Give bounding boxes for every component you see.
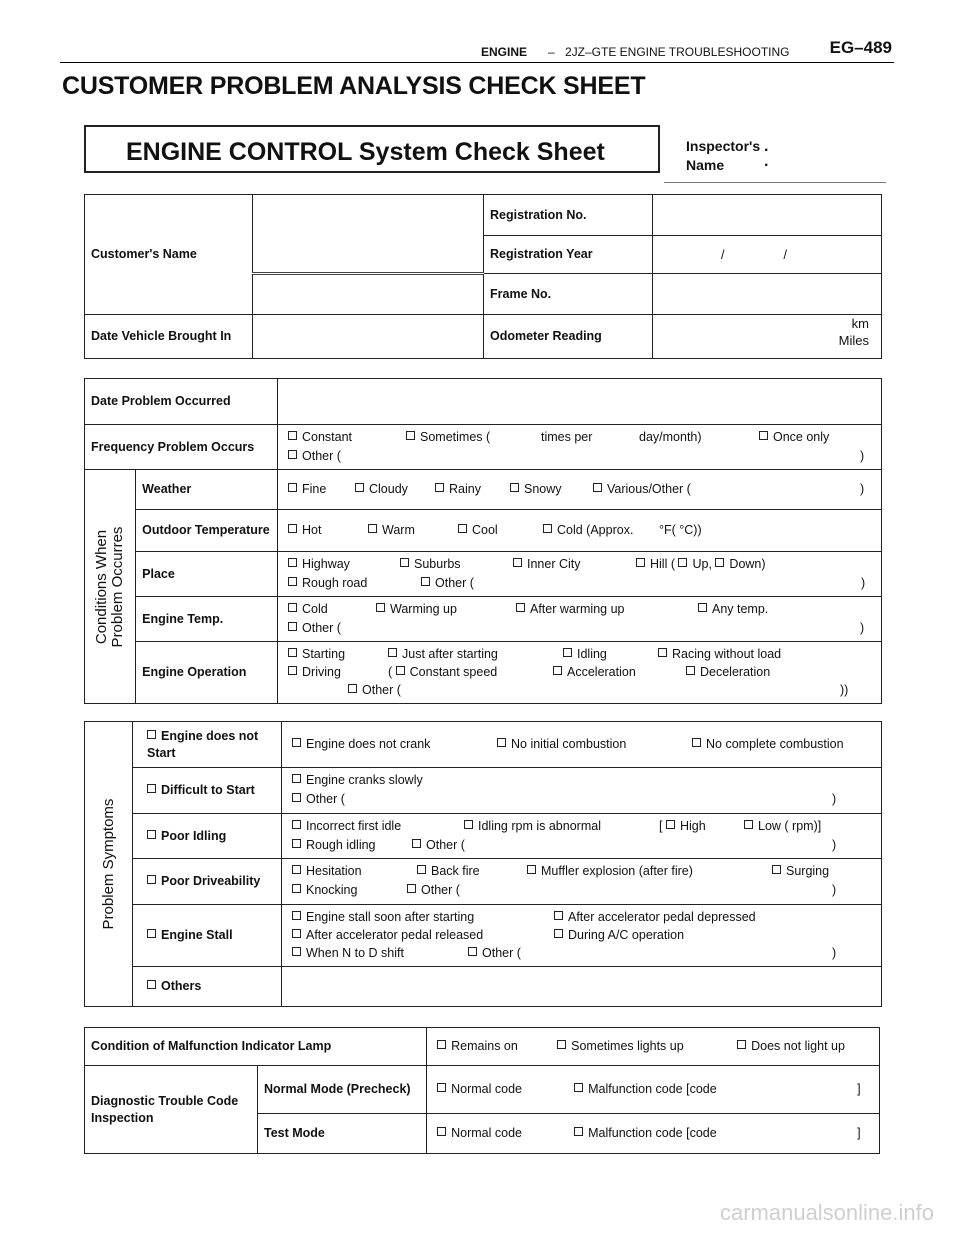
checkbox[interactable] — [759, 431, 768, 440]
checkbox[interactable] — [396, 666, 405, 675]
registration-year-label: Registration Year — [484, 236, 653, 274]
checkbox[interactable] — [292, 793, 301, 802]
checkbox[interactable] — [421, 577, 430, 586]
checkbox[interactable] — [288, 431, 297, 440]
checkbox[interactable] — [292, 839, 301, 848]
weather-options: Fine Cloudy Rainy Snowy Various/Other ( ) — [278, 470, 882, 510]
checkbox[interactable] — [516, 603, 525, 612]
checkbox[interactable] — [593, 483, 602, 492]
checkbox[interactable] — [772, 865, 781, 874]
page-header — [60, 38, 894, 63]
checkbox[interactable] — [458, 524, 467, 533]
checkbox[interactable] — [292, 865, 301, 874]
header-separator: – — [548, 45, 555, 59]
diagnostics-table — [84, 1027, 880, 1154]
frame-no-field[interactable] — [653, 274, 882, 315]
header-subsection: 2JZ–GTE ENGINE TROUBLESHOOTING — [565, 45, 790, 59]
checkbox[interactable] — [406, 431, 415, 440]
no-start-options: Engine does not crank No initial combustion No complete combustion — [282, 722, 882, 768]
checkbox[interactable] — [513, 558, 522, 567]
registration-no-field[interactable] — [653, 195, 882, 236]
checkbox[interactable] — [658, 648, 667, 657]
checkbox[interactable] — [417, 865, 426, 874]
checkbox[interactable] — [355, 483, 364, 492]
checkbox[interactable] — [376, 603, 385, 612]
checkbox[interactable] — [292, 929, 301, 938]
checkbox[interactable] — [288, 524, 297, 533]
checkbox[interactable] — [554, 911, 563, 920]
test-mode-options: Normal code Malfunction code [code ] — [427, 1114, 880, 1154]
checkbox[interactable] — [147, 929, 156, 938]
checkbox[interactable] — [666, 820, 675, 829]
symptoms-table — [84, 721, 882, 1007]
engine-temp-options: Cold Warming up After warming up Any temp. Other ( ) — [278, 597, 882, 642]
checkbox[interactable] — [368, 524, 377, 533]
mil-options: Remains on Sometimes lights up Does not light up — [427, 1028, 880, 1066]
checkbox[interactable] — [510, 483, 519, 492]
frame-no-label: Frame No. — [484, 274, 653, 315]
checkbox[interactable] — [147, 830, 156, 839]
others-field[interactable] — [282, 967, 882, 1007]
checkbox[interactable] — [554, 929, 563, 938]
engine-operation-options: Starting Just after starting Idling Racing without load Driving ( Constant speed Acceleration Deceleration Other ( )) — [278, 642, 882, 704]
difficult-start-label: Difficult to Start — [133, 768, 282, 814]
odometer-field[interactable] — [653, 315, 882, 359]
checkbox[interactable] — [468, 947, 477, 956]
checkbox[interactable] — [553, 666, 562, 675]
checkbox[interactable] — [292, 884, 301, 893]
outdoor-temp-label: Outdoor Temperature — [136, 510, 278, 552]
checkbox[interactable] — [288, 577, 297, 586]
normal-mode-label: Normal Mode (Precheck) — [258, 1066, 427, 1114]
odometer-label: Odometer Reading — [484, 315, 653, 359]
symptoms-side-label: Problem Symptoms — [85, 722, 133, 1007]
customer-name-field[interactable] — [253, 195, 484, 274]
poor-driveability-label: Poor Driveability — [133, 859, 282, 905]
difficult-start-options: Engine cranks slowly Other ( ) — [282, 768, 882, 814]
checkbox[interactable] — [437, 1127, 446, 1136]
frequency-options: Constant Sometimes ( times per day/month) Once only Other ( ) — [278, 425, 882, 470]
date-brought-in-field[interactable] — [253, 315, 484, 359]
dtc-label: Diagnostic Trouble Code Inspection — [85, 1066, 258, 1154]
engine-stall-options: Engine stall soon after starting After accelerator pedal depressed After accelerator pedal released During A/C operation When N to D shift Other ( ) — [282, 905, 882, 967]
inspector-name-line[interactable] — [664, 182, 886, 183]
watermark: carmanualsonline.info — [719, 1200, 934, 1225]
header-section: ENGINE — [481, 45, 528, 59]
checkbox[interactable] — [288, 603, 297, 612]
checkbox[interactable] — [147, 730, 156, 739]
checkbox[interactable] — [686, 666, 695, 675]
checkbox[interactable] — [288, 666, 297, 675]
engine-stall-label: Engine Stall — [133, 905, 282, 967]
engine-operation-label: Engine Operation — [136, 642, 278, 704]
checkbox[interactable] — [292, 947, 301, 956]
customer-name-label: Customer's Name — [85, 195, 253, 315]
customer-name-field-2[interactable] — [253, 274, 484, 315]
checkbox[interactable] — [400, 558, 409, 567]
weather-label: Weather — [136, 470, 278, 510]
outdoor-temp-options: Hot Warm Cool Cold (Approx. °F( °C)) — [278, 510, 882, 552]
frequency-label: Frequency Problem Occurs — [85, 425, 278, 470]
checkbox[interactable] — [147, 784, 156, 793]
checkbox[interactable] — [388, 648, 397, 657]
checkbox[interactable] — [288, 558, 297, 567]
miles-unit: Miles — [838, 333, 869, 348]
checkbox[interactable] — [288, 622, 297, 631]
checkbox[interactable] — [292, 774, 301, 783]
checkbox[interactable] — [348, 684, 357, 693]
sheet-title: ENGINE CONTROL System Check Sheet — [126, 138, 605, 166]
inspector-label-1: Inspector's . — [686, 138, 769, 155]
checkbox[interactable] — [497, 738, 506, 747]
place-options: Highway Suburbs Inner City Hill ( Up, Down) Rough road Other ( ) — [278, 552, 882, 597]
checkbox[interactable] — [435, 483, 444, 492]
checkbox[interactable] — [574, 1127, 583, 1136]
checkbox[interactable] — [437, 1083, 446, 1092]
no-start-label: Engine does not Start — [133, 722, 282, 768]
vehicle-info-table — [84, 194, 882, 359]
checkbox[interactable] — [698, 603, 707, 612]
checkbox[interactable] — [407, 884, 416, 893]
checkbox[interactable] — [678, 558, 687, 567]
date-brought-in-label: Date Vehicle Brought In — [85, 315, 253, 359]
checkbox[interactable] — [574, 1083, 583, 1092]
checkbox[interactable] — [292, 738, 301, 747]
checkbox[interactable] — [292, 911, 301, 920]
checkbox[interactable] — [563, 648, 572, 657]
sheet-title-box — [84, 125, 660, 173]
checkbox[interactable] — [437, 1040, 446, 1049]
engine-temp-label: Engine Temp. — [136, 597, 278, 642]
checkbox[interactable] — [288, 450, 297, 459]
poor-idling-label: Poor Idling — [133, 814, 282, 859]
conditions-table — [84, 378, 882, 704]
mil-label: Condition of Malfunction Indicator Lamp — [85, 1028, 427, 1066]
checkbox[interactable] — [288, 483, 297, 492]
date-occurred-field[interactable] — [278, 379, 882, 425]
checkbox[interactable] — [412, 839, 421, 848]
test-mode-label: Test Mode — [258, 1114, 427, 1154]
checkbox[interactable] — [527, 865, 536, 874]
km-unit: km — [851, 316, 869, 331]
registration-no-label: Registration No. — [484, 195, 653, 236]
checkbox[interactable] — [744, 820, 753, 829]
checkbox[interactable] — [737, 1040, 746, 1049]
checkbox[interactable] — [557, 1040, 566, 1049]
conditions-side-label: Conditions When Problem Occurres — [85, 470, 136, 704]
others-label: Others — [133, 967, 282, 1007]
inspector-label-2: Name · — [686, 157, 770, 174]
registration-year-field[interactable]: / / — [653, 236, 882, 274]
page-number: EG–489 — [829, 38, 892, 57]
checkbox[interactable] — [715, 558, 724, 567]
checkbox[interactable] — [636, 558, 645, 567]
place-label: Place — [136, 552, 278, 597]
date-occurred-label: Date Problem Occurred — [85, 379, 278, 425]
checkbox[interactable] — [288, 648, 297, 657]
normal-mode-options: Normal code Malfunction code [code ] — [427, 1066, 880, 1114]
poor-idling-options: Incorrect first idle Idling rpm is abnormal [ High Low ( rpm)] Rough idling Other ( ) — [282, 814, 882, 859]
checkbox[interactable] — [543, 524, 552, 533]
checkbox[interactable] — [692, 738, 701, 747]
checkbox[interactable] — [292, 820, 301, 829]
checkbox[interactable] — [147, 875, 156, 884]
checkbox[interactable] — [464, 820, 473, 829]
document-title: CUSTOMER PROBLEM ANALYSIS CHECK SHEET — [62, 72, 646, 100]
poor-driveability-options: Hesitation Back fire Muffler explosion (after fire) Surging Knocking Other ( ) — [282, 859, 882, 905]
checkbox[interactable] — [147, 980, 156, 989]
